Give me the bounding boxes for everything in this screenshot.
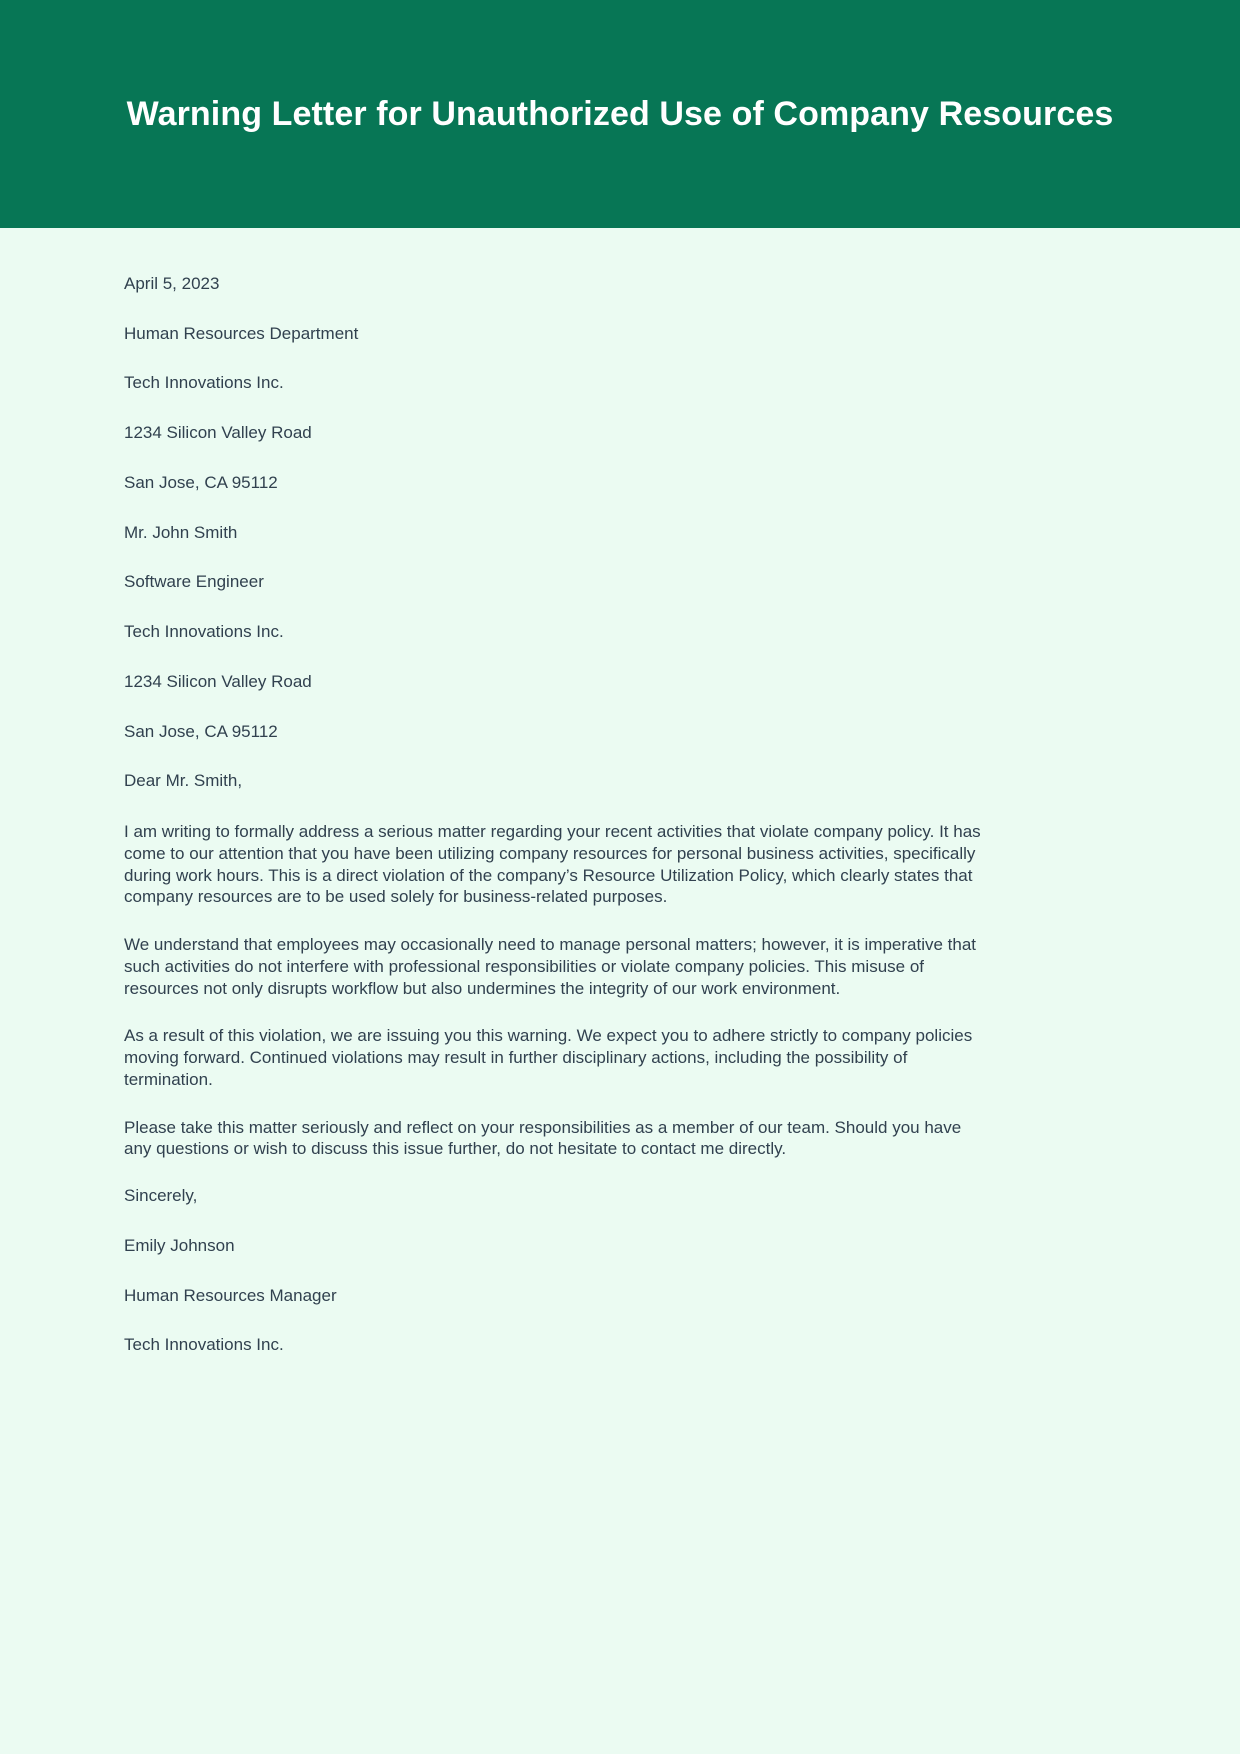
letter-date: April 5, 2023 [124, 274, 220, 293]
sender-line-street: 1234 Silicon Valley Road [124, 423, 312, 443]
recipient-line-street: 1234 Silicon Valley Road [124, 671, 312, 691]
recipient-line-city-state-zip: San Jose, CA 95112 [124, 721, 278, 741]
signature-title: Human Resources Manager [124, 1285, 337, 1305]
letter-paragraph-3: As a result of this violation, we are issuing you this warning. We expect you to adhere strictly to company policies moving forward. Continued violations may result in further disciplinary actions, including the possibility of termination. [124, 1026, 973, 1089]
document-header-band [0, 0, 1240, 228]
signature-name: Emily Johnson [124, 1235, 235, 1255]
letter-paragraph-4: Please take this matter seriously and reflect on your responsibilities as a member of our team. Should you have any questions or wish to discuss this issue further, do not hesitate to contact me directly. [124, 1117, 962, 1159]
sender-line-department: Human Resources Department [124, 323, 359, 343]
recipient-line-company: Tech Innovations Inc. [124, 622, 284, 642]
sender-line-city-state-zip: San Jose, CA 95112 [124, 472, 278, 492]
recipient-line-name: Mr. John Smith [124, 522, 238, 542]
page-title: Warning Letter for Unauthorized Use of Company Resources [126, 94, 1114, 133]
letter-closing: Sincerely, [124, 1186, 198, 1206]
letter-salutation: Dear Mr. Smith, [124, 771, 243, 791]
letter-content-column [124, 274, 986, 1356]
sender-line-company: Tech Innovations Inc. [124, 373, 284, 393]
signature-company: Tech Innovations Inc. [124, 1335, 284, 1355]
recipient-line-jobtitle: Software Engineer [124, 572, 264, 592]
letter-paragraph-2: We understand that employees may occasionally need to manage personal matters; however, it is imperative that such activities do not interfere with professional responsibilities or violate company policies. This misuse of resources not only disrupts workflow but also undermines the integrity of our work environment. [124, 935, 977, 998]
letter-body [0, 228, 1240, 1356]
letter-paragraph-1: I am writing to formally address a serious matter regarding your recent activities that violate company policy. It has come to our attention that you have been utilizing company resources for personal business activities, specifically during work hours. This is a direct violation of the company’s Resource Utilization Policy, which clearly states that company resources are to be used solely for business-related purposes. [124, 822, 981, 907]
